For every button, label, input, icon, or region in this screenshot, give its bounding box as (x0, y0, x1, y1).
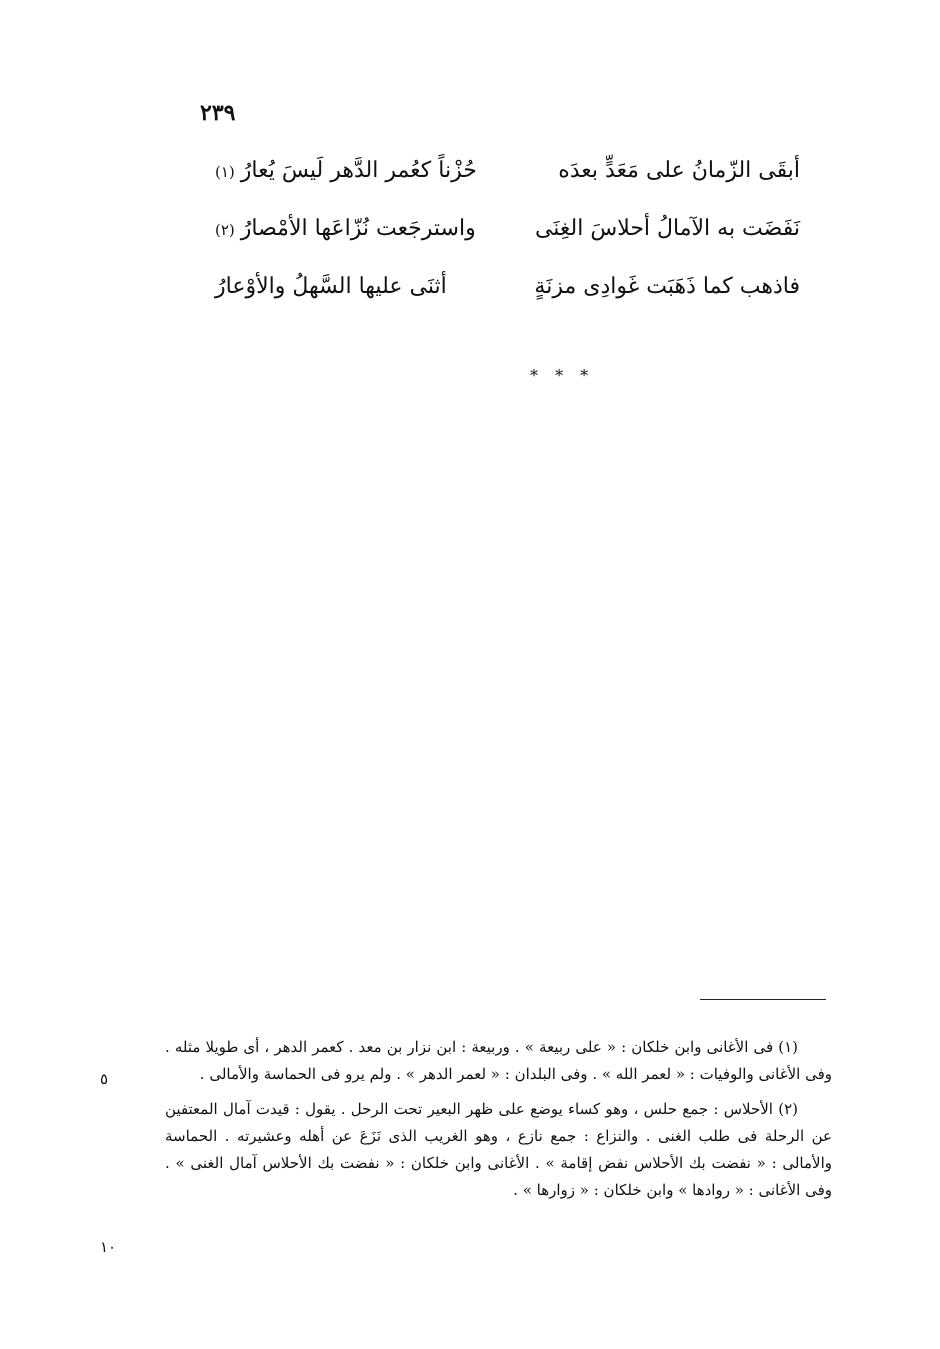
verse-line (215, 274, 800, 332)
poem (215, 158, 800, 332)
verse-first-hemistich: نَفَضَت به الآمالُ أحلاسَ الغِنَى (534, 216, 800, 241)
footnote-reference: (١) (215, 163, 235, 181)
section-separator: * * * (530, 366, 595, 385)
line-number-marker: ١٠ (100, 1238, 117, 1256)
footnote-1: (١) فى الأغانى وابن خلكان : « على ربيعة » . وربيعة : ابن نزار بن معد . كعمر الدهر ، أى طويلا مثله . وفى الأغانى والوفيات : « لعمر الله » . وفى البلدان : « لعمر الدهر » . ولم يرو فى الحماسة والأمالى . (165, 1038, 832, 1083)
verse-first-hemistich: أبقَى الزّمانُ على مَعَدٍّ بعدَه (558, 158, 800, 183)
verse-second-text: حُزْناً كعُمر الدَّهر لَيسَ يُعارُ (240, 158, 477, 183)
verse-second-text: واسترجَعت نُزّاعَها الأمْصارُ (240, 216, 476, 241)
verse-second-hemistich (215, 158, 477, 183)
verse-first-hemistich: فاذهب كما ذَهَبَت غَوادِى مزنَةٍ (534, 274, 800, 299)
footnote-2: (٢) الأحلاس : جمع حلس ، وهو كساء يوضع على ظهر البعير تحت الرحل . يقول : قيدت آمال المعتفين عن الرحلة فى طلب الغنى . والنزاع : جمع نازع ، وهو الغريب الذى نَزَعَ عن أهله وعشيرته . الحماسة والأمالى : « نفضت بك الأحلاس نفض إقامة » . الأغانى وابن خلكان : « نفضت بك الأحلاس آمال الغنى » . وفى الأغانى : « روادها » وابن خلكان : « زوارها » . (165, 1100, 832, 1199)
verse-line (215, 216, 800, 274)
footnote-divider (700, 999, 826, 1000)
verse-line (215, 158, 800, 216)
verse-second-text: أثنَى عليها السَّهلُ والأوْعارُ (215, 274, 447, 299)
line-number-marker: ٥ (100, 1070, 109, 1088)
page-number: ٢٣٩ (200, 100, 236, 126)
verse-second-hemistich (215, 216, 476, 241)
footnotes (165, 1034, 832, 1212)
verse-second-hemistich (215, 274, 447, 299)
footnote-reference: (٢) (215, 221, 235, 239)
